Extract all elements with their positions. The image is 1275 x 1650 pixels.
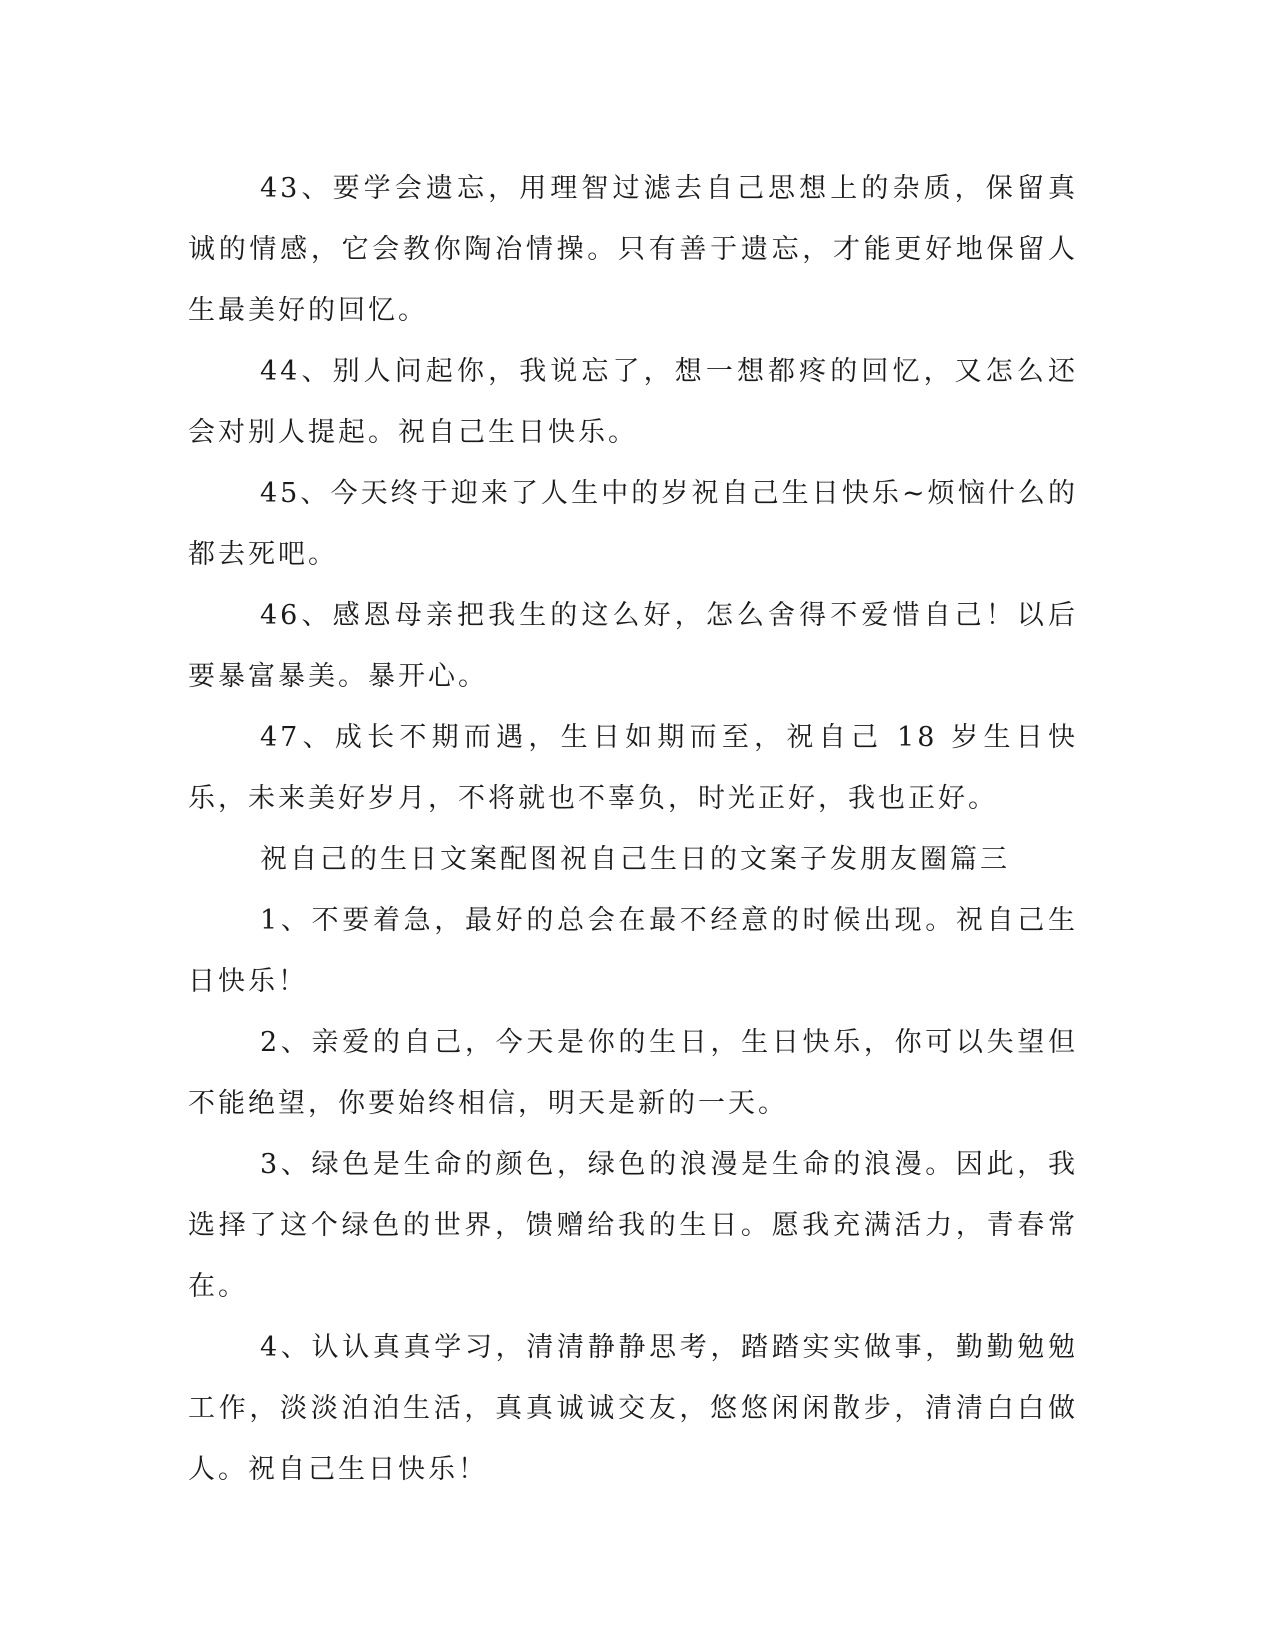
paragraph-2: 2、亲爱的自己，今天是你的生日，生日快乐，你可以失望但不能绝望，你要始终相信，明天是新的一天。 (188, 1027, 1078, 1119)
document-body (188, 158, 1078, 1500)
paragraph-43: 43、要学会遗忘，用理智过滤去自己思想上的杂质，保留真诚的情感，它会教你陶冶情操。只有善于遗忘，才能更好地保留人生最美好的回忆。 (188, 173, 1078, 326)
paragraph-3: 3、绿色是生命的颜色，绿色的浪漫是生命的浪漫。因此，我选择了这个绿色的世界，馈赠给我的生日。愿我充满活力，青春常在。 (188, 1149, 1078, 1302)
paragraph-1: 1、不要着急，最好的总会在最不经意的时候出现。祝自己生日快乐！ (188, 905, 1078, 997)
paragraph-44: 44、别人问起你，我说忘了，想一想都疼的回忆，又怎么还会对别人提起。祝自己生日快乐。 (188, 356, 1078, 448)
paragraph-46: 46、感恩母亲把我生的这么好，怎么舍得不爱惜自己！以后要暴富暴美。暴开心。 (188, 600, 1078, 692)
paragraph-47: 47、成长不期而遇，生日如期而至，祝自己 18 岁生日快乐，未来美好岁月，不将就也不辜负，时光正好，我也正好。 (188, 722, 1078, 814)
paragraph-45: 45、今天终于迎来了人生中的岁祝自己生日快乐~烦恼什么的都去死吧。 (188, 478, 1078, 570)
paragraph-4: 4、认认真真学习，清清静静思考，踏踏实实做事，勤勤勉勉工作，淡淡泊泊生活，真真诚诚交友，悠悠闲闲散步，清清白白做人。祝自己生日快乐！ (188, 1332, 1078, 1485)
section-heading: 祝自己的生日文案配图祝自己生日的文案子发朋友圈篇三 (260, 844, 1010, 875)
